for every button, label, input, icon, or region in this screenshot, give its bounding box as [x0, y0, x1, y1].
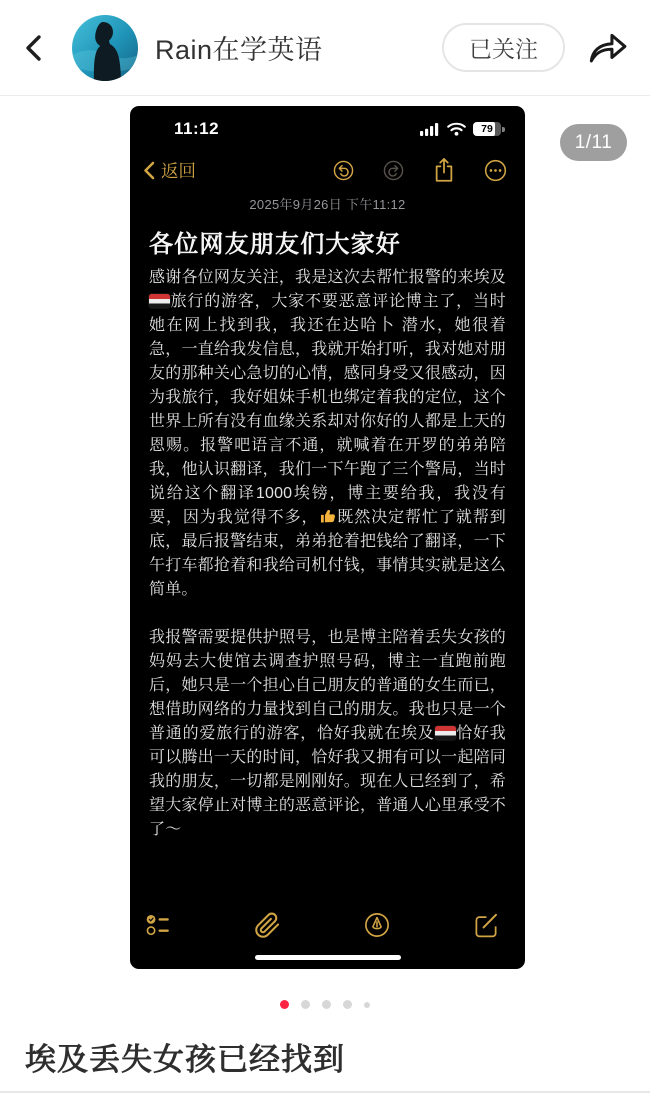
note-text: 既然决定帮忙了就帮到底，最后报警结束，弟弟抢着把钱给了翻译，一下午打车都抢着和我给司机付钱，事情其实就是这么简单。: [149, 509, 506, 598]
top-bar: [0, 0, 650, 96]
egypt-flag-icon: [149, 294, 170, 308]
note-nav-bar: [130, 139, 525, 184]
battery-icon: [473, 122, 501, 136]
pagination-dot: [322, 1000, 331, 1009]
thumbs-up-icon: [319, 507, 337, 525]
back-button[interactable]: [21, 32, 47, 64]
share-arrow-icon: [587, 30, 629, 66]
chevron-left-icon: [21, 32, 47, 64]
note-screenshot-image[interactable]: [130, 106, 525, 969]
signal-icon: [420, 123, 440, 136]
battery-percent: 79: [481, 123, 493, 135]
markup-icon: [363, 911, 391, 939]
status-time: 11:12: [174, 119, 220, 138]
wifi-icon: [447, 122, 466, 136]
note-back-label: 返回: [161, 160, 196, 181]
image-counter-badge: 1/11: [560, 124, 627, 161]
pagination-dot: [301, 1000, 310, 1009]
note-text: 恰好我可以腾出一天的时间，恰好我又拥有可以一起陪同我的朋友，一切都是刚刚好。现在人已经到了，希望大家停止对博主的恶意评论，普通人心里承受不了～: [149, 725, 506, 838]
pagination-dot: [364, 1002, 370, 1008]
note-body: [130, 259, 525, 842]
username[interactable]: Rain在学英语: [155, 35, 323, 65]
note-paragraph: [149, 626, 506, 842]
note-text: 旅行的游客，大家不要恶意评论博主了，当时她在网上找到我，我还在达哈卜 潜水，她很着急，一直给我发信息，我就开始打听，我对她对朋友的那种关心急切的心情，感同身受又很感动，因为我旅行，我好姐妹手机也绑定着我的定位，这个世界上所有没有血缘关系却对你好的人都是上天的恩赐。报警吧语言不通，就喊着在开罗的弟弟陪我，他认识翻译，我们一下午跑了三个警局，当时说给这个翻译1000埃镑，博主要给我，我没有要，因为我觉得不多，: [149, 293, 506, 526]
avatar[interactable]: [72, 15, 138, 81]
egypt-flag-icon: [435, 726, 456, 740]
note-back-button: [143, 158, 196, 183]
note-paragraph: [149, 266, 506, 602]
note-text: 感谢各位网友关注，我是这次去帮忙报警的来埃及: [149, 269, 506, 286]
note-text: 我报警需要提供护照号，也是博主陪着丢失女孩的妈妈去大使馆去调查护照号码，博主一直跑前跑后，她只是一个担心自己朋友的普通的女生而已，想借助网络的力量找到自己的朋友。我也只是一个普通的爱旅行的游客，恰好我就在埃及: [149, 629, 506, 742]
share-button[interactable]: [587, 30, 629, 66]
home-indicator: [255, 955, 401, 960]
note-title: 各位网友朋友们大家好: [149, 231, 401, 258]
attachment-icon: [254, 912, 281, 939]
avatar-image: [72, 15, 138, 81]
pagination-dot: [343, 1000, 352, 1009]
note-date: 2025年9月26日 下午11:12: [249, 197, 406, 212]
status-bar: [130, 106, 525, 139]
pagination-dot: [280, 1000, 289, 1009]
checklist-icon: [145, 911, 173, 939]
more-icon: [483, 158, 508, 183]
follow-button[interactable]: 已关注: [442, 23, 565, 72]
chevron-left-icon: [143, 161, 155, 180]
post-title: 埃及丢失女孩已经找到: [25, 1042, 345, 1077]
undo-icon: [332, 159, 355, 182]
compose-icon: [472, 911, 500, 939]
redo-icon: [382, 159, 405, 182]
note-toolbar: [130, 911, 525, 939]
post-media-area: [0, 96, 650, 1009]
pagination-dots: [0, 1000, 650, 1009]
export-icon: [432, 156, 456, 184]
